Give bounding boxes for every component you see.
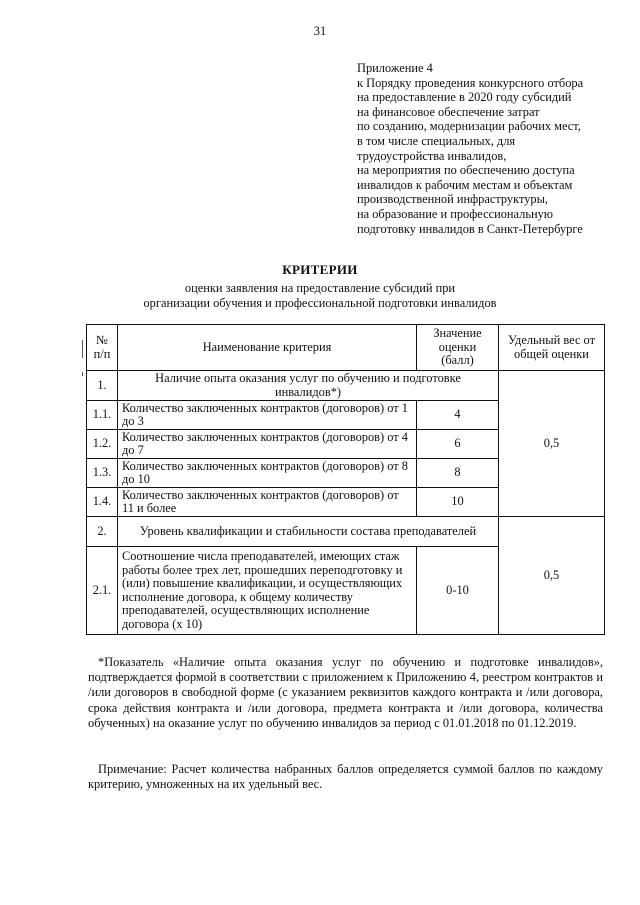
appendix-line: инвалидов к рабочим местам и объектам bbox=[357, 177, 573, 192]
appendix-line: к Порядку проведения конкурсного отбора bbox=[357, 75, 584, 90]
row-value: 0-10 bbox=[417, 547, 499, 635]
row-num: 2.1. bbox=[87, 547, 118, 635]
section-weight: 0,5 bbox=[499, 371, 605, 517]
appendix-line: на мероприятия по обеспечению доступа bbox=[357, 163, 575, 178]
row-value: 4 bbox=[417, 401, 499, 430]
row-value: 8 bbox=[417, 459, 499, 488]
footnote-text: *Показатель «Наличие опыта оказания услуг по обучению и подготовке инвалидов», подтверждается формой в соответствии с приложением к Приложению 4, реестром контрактов и /или договоров в свободной форме (с указанием реквизитов каждого контракта и /или договора, срока действия контракта и /или договора, предмета контракта и /или договора, количества обученных) на оказание услуг по обучению инвалидов за период с 01.01.2018 по 01.12.2019. bbox=[88, 655, 603, 730]
note-text: Примечание: Расчет количества набранных баллов определяется суммой баллов по каждому критерию, умноженных на их удельный вес. bbox=[88, 762, 603, 792]
appendix-line: Приложение 4 bbox=[357, 61, 433, 75]
appendix-line: в том числе специальных, для bbox=[357, 133, 516, 148]
header-name: Наименование критерия bbox=[118, 325, 417, 371]
section-weight: 0,5 bbox=[499, 517, 605, 635]
section-title: Уровень квалификации и стабильности состава преподавателей bbox=[118, 517, 499, 547]
section-num: 1. bbox=[87, 371, 118, 401]
subtitle-line: оценки заявления на предоставление субсидий при bbox=[184, 281, 456, 295]
row-criterion: Соотношение числа преподавателей, имеющих стаж работы более трех лет, прошедших переподготовку и (или) повышение квалификации, и осуществляющих исполнение договора, к общему количеству преподавателей, осуществляющих исполнение договора (x 10) bbox=[118, 547, 417, 635]
row-num: 1.1. bbox=[87, 401, 118, 430]
criteria-table bbox=[86, 324, 605, 635]
header-value: Значение оценки (балл) bbox=[417, 325, 499, 371]
appendix-line: трудоустройства инвалидов, bbox=[357, 148, 507, 163]
row-num: 1.3. bbox=[87, 459, 118, 488]
header-num: № п/п bbox=[87, 325, 118, 371]
row-value: 10 bbox=[417, 488, 499, 517]
section-row bbox=[87, 371, 605, 401]
appendix-line: на образование и профессиональную bbox=[357, 206, 554, 221]
row-criterion: Количество заключенных контрактов (договоров) от 4 до 7 bbox=[118, 430, 417, 459]
row-criterion: Количество заключенных контрактов (договоров) от 8 до 10 bbox=[118, 459, 417, 488]
section-row bbox=[87, 517, 605, 547]
header-weight: Удельный вес от общей оценки bbox=[499, 325, 605, 371]
row-value: 6 bbox=[417, 430, 499, 459]
section-title: Наличие опыта оказания услуг по обучению и подготовке инвалидов*) bbox=[118, 371, 499, 401]
appendix-line: производственной инфраструктуры, bbox=[357, 192, 549, 207]
appendix-line: по созданию, модернизации рабочих мест, bbox=[357, 119, 581, 134]
appendix-block bbox=[357, 61, 617, 236]
subtitle-line: организации обучения и профессиональной подготовки инвалидов bbox=[143, 296, 497, 310]
document-subtitle bbox=[0, 281, 640, 311]
appendix-line: на финансовое обеспечение затрат bbox=[357, 104, 540, 119]
scan-edge-mark bbox=[82, 372, 83, 376]
appendix-line: подготовку инвалидов в Санкт-Петербурге bbox=[357, 221, 583, 236]
row-num: 1.2. bbox=[87, 430, 118, 459]
row-num: 1.4. bbox=[87, 488, 118, 517]
row-criterion: Количество заключенных контрактов (договоров) от 11 и более bbox=[118, 488, 417, 517]
section-num: 2. bbox=[87, 517, 118, 547]
row-criterion: Количество заключенных контрактов (договоров) от 1 до 3 bbox=[118, 401, 417, 430]
appendix-line: на предоставление в 2020 году субсидий bbox=[357, 90, 572, 105]
document-title: КРИТЕРИИ bbox=[282, 262, 358, 277]
page-number: 31 bbox=[313, 24, 327, 38]
table-header-row bbox=[87, 325, 605, 371]
scan-edge-mark bbox=[82, 340, 83, 358]
